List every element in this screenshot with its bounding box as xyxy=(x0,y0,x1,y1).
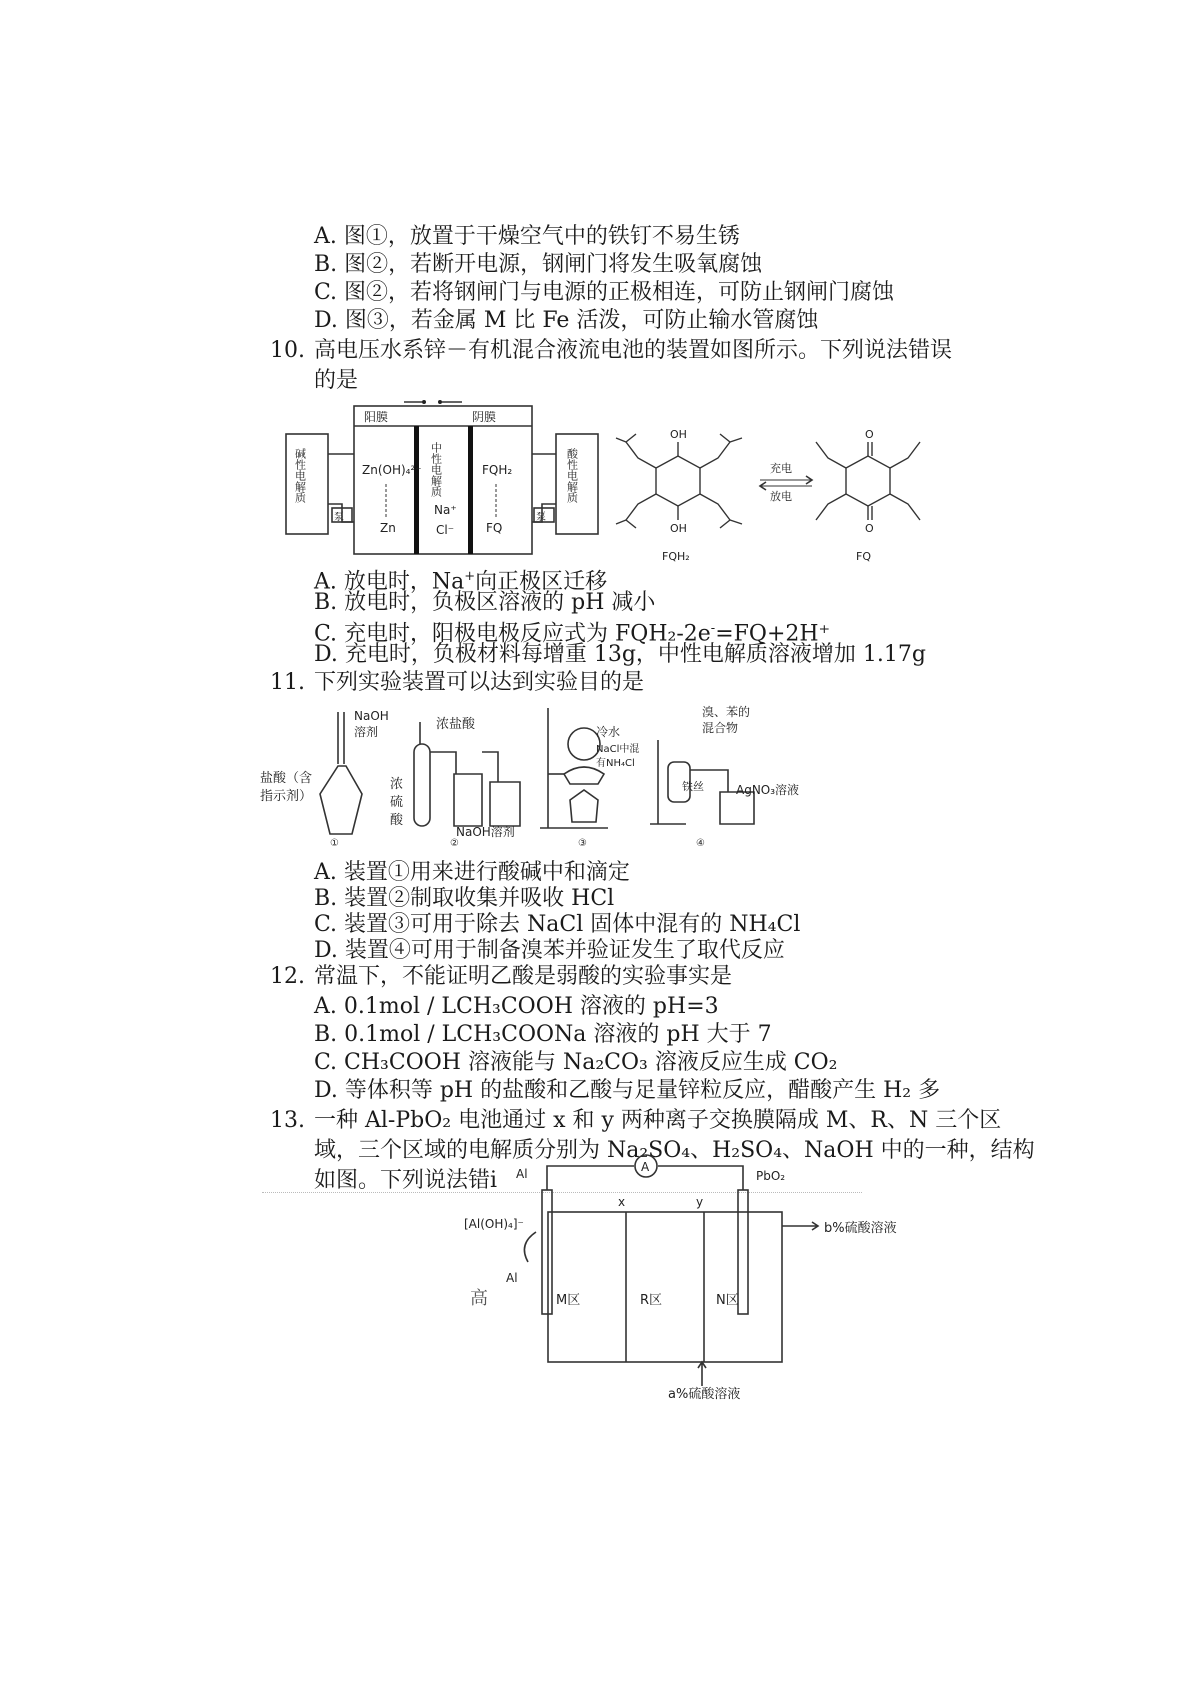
q10-option-a: A. 放电时，Na+向正极区迁移 xyxy=(314,569,608,595)
q12-option-a: A. 0.1mol / LCH₃COOH 溶液的 pH=3 xyxy=(314,994,719,1019)
nacl-mix-1: NaCl中混 xyxy=(596,744,640,755)
o-bottom: O xyxy=(865,522,874,535)
cut-fragment: 高 xyxy=(470,1288,488,1309)
hcl-indicator-2: 指示剂） xyxy=(260,789,313,804)
zone-n: N区 xyxy=(716,1293,739,1308)
agno3-label: AgNO₃溶液 xyxy=(736,783,800,797)
q13-number: 13. xyxy=(270,1108,305,1133)
q10-option-b: B. 放电时，负极区溶液的 pH 减小 xyxy=(314,590,656,615)
inlet-label: a%硫酸溶液 xyxy=(668,1387,741,1402)
q10-stem-line1: 高电压水系锌－有机混合液流电池的装置如图所示。下列说法错误 xyxy=(314,338,953,363)
fq-label: FQ xyxy=(486,521,503,535)
q11-option-d: D. 装置④可用于制备溴苯并验证发生了取代反应 xyxy=(314,938,785,963)
q10-stem-line2: 的是 xyxy=(314,368,359,393)
q10-option-d: D. 充电时，负极材料每增重 13g，中性电解质溶液增加 1.17g xyxy=(314,642,926,667)
device-4-number: ④ xyxy=(696,838,705,849)
conc-h2so4-1: 浓 xyxy=(390,777,404,792)
q10-battery-diagram xyxy=(286,398,926,568)
q12-option-d: D. 等体积等 pH 的盐酸和乙酸与足量锌粒反应，醋酸产生 H₂ 多 xyxy=(314,1078,941,1103)
outlet-label: b%硫酸溶液 xyxy=(824,1221,897,1236)
q12-option-c: C. CH₃COOH 溶液能与 Na₂CO₃ 溶液反应生成 CO₂ xyxy=(314,1050,838,1075)
membrane-y: y xyxy=(696,1195,704,1209)
membrane-x: x xyxy=(618,1195,626,1209)
hcl-indicator-1: 盐酸（含 xyxy=(260,771,313,786)
br-benzene-1: 溴、苯的 xyxy=(702,705,751,719)
br-benzene-2: 混合物 xyxy=(702,721,739,735)
solvent-label: 溶剂 xyxy=(354,725,379,739)
q9-option-d: D. 图③，若金属 M 比 Fe 活泼，可防止输水管腐蚀 xyxy=(314,308,819,333)
q12-stem: 常温下，不能证明乙酸是弱酸的实验事实是 xyxy=(314,964,733,989)
device-2 xyxy=(414,722,520,826)
discharge-label: 放电 xyxy=(770,490,792,503)
fqh2-label: FQH₂ xyxy=(482,463,513,477)
zn-label: Zn xyxy=(380,521,396,535)
na-ion: Na⁺ xyxy=(434,503,457,517)
cold-water-label: 冷水 xyxy=(596,725,621,739)
q13-stem-line2: 域，三个区域的电解质分别为 Na₂SO₄、H₂SO₄、NaOH 中的一种，结构 xyxy=(314,1138,1035,1163)
q13-stem-line1: 一种 Al-PbO₂ 电池通过 x 和 y 两种离子交换膜隔成 M、R、N 三个区 xyxy=(314,1108,1002,1133)
al-oh4-label: [Al(OH)₄]⁻ xyxy=(464,1217,524,1231)
q12-number: 12. xyxy=(270,964,305,989)
fq-caption: FQ xyxy=(856,550,871,563)
fqh2-caption: FQH₂ xyxy=(662,550,690,563)
q9-option-a: A. 图①，放置于干燥空气中的铁钉不易生锈 xyxy=(314,224,740,249)
q11-option-a: A. 装置①用来进行酸碱中和滴定 xyxy=(314,860,630,885)
q12-option-b: B. 0.1mol / LCH₃COONa 溶液的 pH 大于 7 xyxy=(314,1022,772,1047)
left-tank-label: 碱性电解质 xyxy=(293,448,307,503)
conc-h2so4-2: 硫 xyxy=(390,795,404,810)
al-label-2: Al xyxy=(506,1271,518,1285)
cathode-membrane-label: 阴膜 xyxy=(472,410,497,424)
q11-option-c: C. 装置③可用于除去 NaCl 固体中混有的 NH₄Cl xyxy=(314,912,801,937)
q13-stem-line3: 如图。下列说法错i xyxy=(314,1168,498,1193)
q9-option-b: B. 图②，若断开电源，钢闸门将发生吸氧腐蚀 xyxy=(314,252,763,277)
o-top: O xyxy=(865,428,874,441)
q13-cell-diagram xyxy=(464,1158,918,1402)
naoh-solution-2: NaOH溶剂 xyxy=(456,825,515,839)
cl-ion: Cl⁻ xyxy=(436,523,455,537)
naoh-label: NaOH xyxy=(354,709,389,723)
oh-top: OH xyxy=(670,428,687,441)
ammeter-label: A xyxy=(641,1160,650,1174)
q10-number: 10. xyxy=(270,338,305,363)
iron-wire-label: 铁丝 xyxy=(682,780,704,793)
device-3-number: ③ xyxy=(578,838,587,849)
pump-right: 泵 xyxy=(536,512,546,523)
q11-option-b: B. 装置②制取收集并吸收 HCl xyxy=(314,886,615,911)
pbo2-electrode-label: PbO₂ xyxy=(756,1169,786,1183)
middle-label: 中性电解质 xyxy=(429,442,443,497)
fqh2-molecule xyxy=(616,434,742,528)
nacl-mix-2: 有NH₄Cl xyxy=(596,758,635,769)
q11-number: 11. xyxy=(270,670,305,695)
zn-species: Zn(OH)₄²⁻ xyxy=(362,463,422,477)
oh-bottom: OH xyxy=(670,522,687,535)
fq-molecule xyxy=(816,442,920,520)
device-2-number: ② xyxy=(450,838,459,849)
al-electrode-label: Al xyxy=(516,1167,528,1181)
zone-r: R区 xyxy=(640,1293,663,1308)
q11-stem: 下列实验装置可以达到实验目的是 xyxy=(314,670,645,695)
zone-m: M区 xyxy=(556,1293,581,1308)
right-tank-label: 酸性电解质 xyxy=(565,448,579,503)
device-1-number: ① xyxy=(330,838,339,849)
q10-option-c: C. 充电时，阳极电极反应式为 FQH₂-2e-=FQ+2H⁺ xyxy=(314,621,831,647)
q9-option-c: C. 图②，若将钢闸门与电源的正极相连，可防止钢闸门腐蚀 xyxy=(314,280,895,305)
conc-hcl-label: 浓盐酸 xyxy=(436,717,476,732)
charge-label: 充电 xyxy=(770,462,792,475)
pump-left: 泵 xyxy=(334,512,344,523)
conc-h2so4-3: 酸 xyxy=(390,813,404,828)
q11-apparatus-diagram xyxy=(258,704,818,850)
anode-membrane-label: 阳膜 xyxy=(364,410,389,424)
